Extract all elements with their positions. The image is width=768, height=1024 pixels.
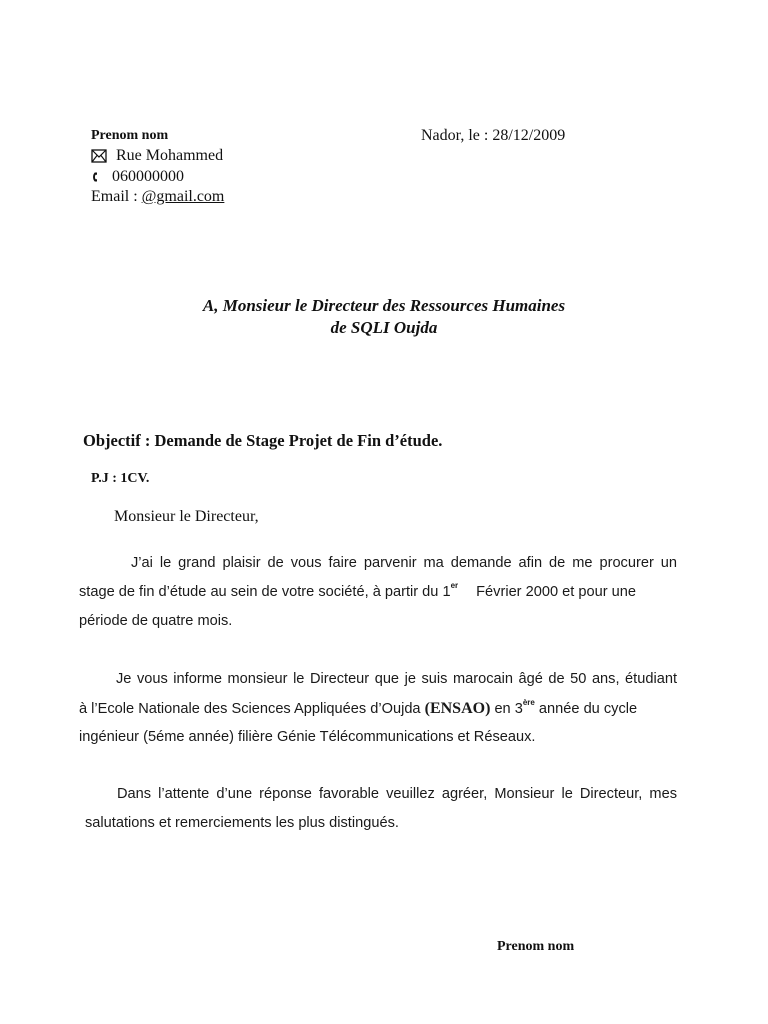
- paragraph-3-line-2: salutations et remerciements les plus distingués.: [85, 815, 399, 831]
- ordinal-superscript: er: [450, 581, 459, 591]
- paragraph-1-text: stage de fin d’étude au sein de votre société, à partir du 1: [79, 584, 451, 600]
- paragraph-3: [85, 780, 677, 838]
- sender-phone: 060000000: [112, 168, 184, 185]
- ensao-acronym: (ENSAO): [424, 700, 491, 717]
- paragraph-2: [79, 665, 677, 752]
- sender-name: Prenom nom: [91, 128, 169, 143]
- paragraph-1-text-end: Février 2000 et pour une: [476, 584, 636, 600]
- ordinal-superscript: ère: [522, 698, 535, 708]
- signature-name: Prenom nom: [497, 939, 575, 954]
- paragraph-2-text: à l’Ecole Nationale des Sciences Appliquées d’Oujda: [79, 701, 425, 717]
- sender-address-line: [91, 147, 223, 165]
- paragraph-2-line-2: [79, 694, 677, 723]
- paragraph-2-line-1: Je vous informe monsieur le Directeur que je suis marocain âgé de 50 ans, étudiant: [116, 671, 677, 687]
- sender-email-line: [91, 188, 224, 206]
- recipient-line-1: A, Monsieur le Directeur des Ressources Humaines: [202, 296, 566, 315]
- salutation: Monsieur le Directeur,: [114, 508, 259, 525]
- paragraph-1-line-2: [79, 578, 677, 607]
- recipient-line-2: de SQLI Oujda: [330, 318, 438, 337]
- place-date: Nador, le : 28/12/2009: [421, 127, 566, 144]
- subject-line: Objectif : Demande de Stage Projet de Fin d’étude.: [83, 431, 443, 450]
- sender-address: Rue Mohammed: [116, 147, 224, 164]
- email-link[interactable]: @gmail.com: [141, 188, 225, 205]
- phone-icon: [91, 170, 103, 184]
- attachments-line: P.J : 1CV.: [91, 471, 150, 486]
- paragraph-2-text-end: année du cycle: [534, 701, 638, 717]
- paragraph-1-line-1: J’ai le grand plaisir de vous faire parvenir ma demande afin de me procurer un: [131, 555, 677, 571]
- paragraph-3-line-1: Dans l’attente d’une réponse favorable veuillez agréer, Monsieur le Directeur, mes: [117, 786, 677, 802]
- email-label: Email :: [91, 188, 142, 205]
- envelope-icon: [91, 149, 107, 163]
- sender-phone-line: [91, 168, 184, 186]
- paragraph-2-line-3: ingénieur (5éme année) filière Génie Télécommunications et Réseaux.: [79, 729, 536, 745]
- paragraph-1-line-3: période de quatre mois.: [79, 613, 233, 629]
- paragraph-1: [79, 549, 677, 636]
- paragraph-2-text-mid: en 3: [490, 701, 523, 717]
